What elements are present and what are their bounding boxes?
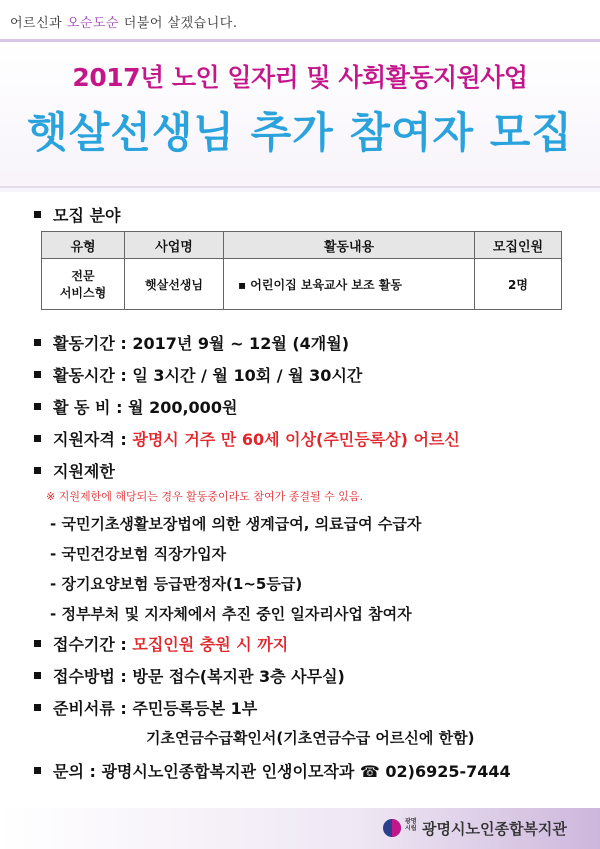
- restriction-note: ※ 지원제한에 해당되는 경우 활동중이라도 참여가 종결될 수 있음.: [46, 490, 363, 503]
- bullet-square-icon: [34, 211, 41, 218]
- project-cell: 햇살선생님: [125, 259, 224, 310]
- application-period-value: 모집인원 충원 시 까지: [132, 635, 289, 654]
- slogan-post: 더불어 살겠습니다.: [123, 16, 238, 31]
- table-row: [42, 259, 562, 310]
- restriction-item: - 국민건강보험 직장가입자: [50, 545, 227, 563]
- logo-small-text: 광명시립: [405, 818, 417, 832]
- bullet-square-icon: [34, 339, 41, 346]
- restriction-item: - 국민기초생활보장법에 의한 생계급여, 의료급여 수급자: [50, 515, 422, 533]
- contact-item: 문의 : 광명시노인종합복지관 인생이모작과 ☎ 02)6925-7444: [34, 759, 511, 782]
- table-header-row: [42, 232, 562, 259]
- hours-item: 활동시간 : 일 3시간 / 월 10회 / 월 30시간: [34, 363, 362, 386]
- bullet-square-icon: [34, 467, 41, 474]
- welfare-center-logo-icon: [383, 819, 401, 837]
- restriction-heading: 지원제한: [34, 459, 115, 482]
- table-header: 활동내용: [224, 232, 475, 259]
- eligibility-item: 지원자격 : 광명시 거주 만 60세 이상(주민등록상) 어르신: [34, 427, 460, 450]
- documents-item-continued: 기초연금수급확인서(기초연금수급 어르신에 한함): [146, 729, 475, 747]
- type-cell: 전문 서비스형: [42, 259, 125, 310]
- bullet-square-icon: [34, 640, 41, 647]
- application-period-item: 접수기간 : 모집인원 충원 시 까지: [34, 632, 288, 655]
- table-header: 유형: [42, 232, 125, 259]
- bullet-square-icon: [34, 672, 41, 679]
- logo-text: 광명시노인종합복지관: [422, 820, 567, 838]
- method-item: 접수방법 : 방문 접수(복지관 3층 사무실): [34, 664, 345, 687]
- recruit-title: 햇살선생님 추가 참여자 모집: [27, 108, 573, 157]
- table-header: 모집인원: [475, 232, 562, 259]
- period-item: 활동기간 : 2017년 9월 ~ 12월 (4개월): [34, 331, 349, 354]
- slogan-pre: 어르신과: [10, 16, 63, 31]
- restriction-item: - 장기요양보험 등급판정자(1~5등급): [50, 575, 303, 593]
- bullet-square-icon: [34, 704, 41, 711]
- bullet-square-icon: [34, 371, 41, 378]
- table-header: 사업명: [125, 232, 224, 259]
- header-slogan: [10, 12, 237, 31]
- bullet-square-icon: [34, 435, 41, 442]
- recruit-table: [41, 231, 562, 310]
- restriction-item: - 정부부처 및 지자체에서 추진 중인 일자리사업 참여자: [50, 605, 412, 623]
- activity-cell: ▪ 어린이집 보육교사 보조 활동: [224, 259, 475, 310]
- bullet-square-icon: [34, 767, 41, 774]
- slogan-accent: 오순도순: [66, 16, 120, 31]
- program-title: 2017년 노인 일자리 및 사회활동지원사업: [72, 63, 528, 92]
- eligibility-value: 광명시 거주 만 60세 이상(주민등록상) 어르신: [132, 430, 460, 449]
- pay-item: 활 동 비 : 월 200,000원: [34, 395, 237, 418]
- count-cell: 2명: [475, 259, 562, 310]
- documents-item: 준비서류 : 주민등록등본 1부: [34, 696, 257, 719]
- recruit-heading: 모집 분야: [34, 203, 120, 226]
- bullet-square-icon: [34, 403, 41, 410]
- title-divider: [0, 186, 600, 188]
